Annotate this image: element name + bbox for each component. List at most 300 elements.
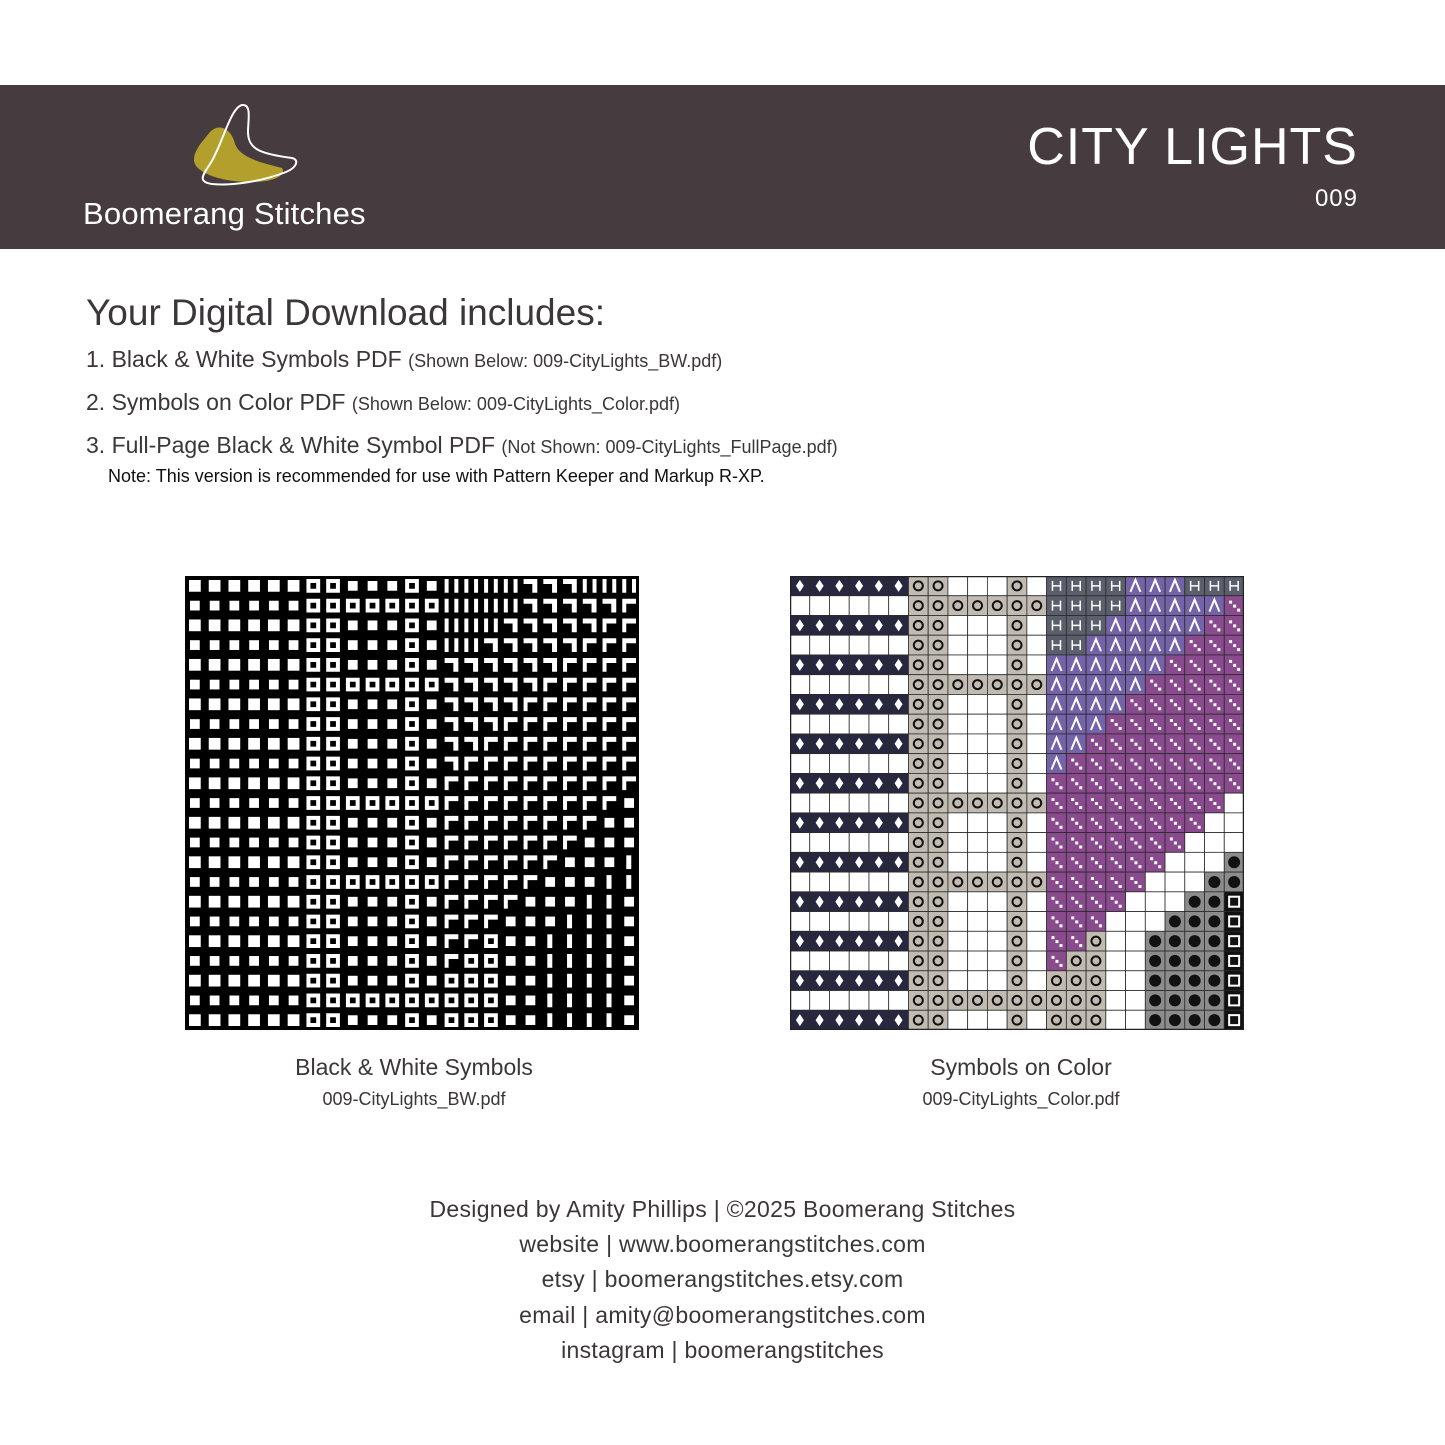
bw-symbol [506,1015,516,1025]
bw-symbol [289,956,299,966]
stitch-symbol [1149,955,1161,967]
stitch-cell [948,1010,968,1030]
bw-symbol [229,996,239,1006]
stitch-cell [1185,852,1205,872]
bw-symbol [624,818,634,828]
bw-symbol [387,936,397,946]
stitch-cell [790,754,810,774]
stitch-cell [810,714,830,734]
bw-symbol [190,798,200,808]
bw-symbol [209,777,221,789]
bw-symbol [387,581,397,591]
bw-symbol [249,719,259,729]
bw-symbol [368,660,378,670]
bw-symbol [288,1014,300,1026]
stitch-cell [1007,872,1027,892]
stitch-cell [829,912,849,932]
stitch-cell [948,951,968,971]
stitch-cell [987,714,1007,734]
stitch-cell [1007,892,1027,912]
bw-symbol [348,897,358,907]
bw-symbol [228,777,240,789]
stitch-cell [908,833,928,853]
bw-symbol [288,896,300,908]
bw-symbol [269,798,279,808]
bw-symbol [624,838,634,848]
bw-symbol [209,896,221,908]
stitch-cell [889,754,909,774]
bw-symbol [607,875,612,889]
stitch-cell [1066,991,1086,1011]
bw-symbol [387,739,397,749]
stitch-cell [948,892,968,912]
stitch-cell [987,615,1007,635]
bw-symbol [387,719,397,729]
bw-symbol [269,956,279,966]
stitch-cell [908,1010,928,1030]
stitch-cell [987,872,1007,892]
stitch-cell [1027,852,1047,872]
stitch-cell [849,912,869,932]
bw-symbol [607,934,612,948]
stitch-cell [968,615,988,635]
stitch-cell [869,635,889,655]
bw-symbol [526,956,536,966]
stitch-cell [908,892,928,912]
stitch-cell [810,675,830,695]
stitch-cell [1027,596,1047,616]
bw-symbol [190,996,200,1006]
stitch-cell [948,773,968,793]
stitch-cell [1224,971,1244,991]
bw-symbol [607,974,612,988]
bw-symbol [348,699,358,709]
bw-symbol [565,877,575,887]
stitch-cell [1047,991,1067,1011]
footer-etsy[interactable]: etsy | boomerangstitches.etsy.com [541,1266,904,1292]
stitch-cell [849,714,869,734]
stitch-cell [987,694,1007,714]
stitch-cell [908,793,928,813]
download-item-detail: (Shown Below: 009-CityLights_BW.pdf) [408,351,723,371]
stitch-cell [869,912,889,932]
stitch-cell [948,675,968,695]
stitch-cell [1224,951,1244,971]
stitch-cell [928,576,948,596]
stitch-cell [908,655,928,675]
stitch-cell [1007,714,1027,734]
stitch-cell [1007,734,1027,754]
stitch-cell [968,892,988,912]
bw-symbol [605,838,615,848]
bw-symbol [427,699,437,709]
bw-symbol [387,917,397,927]
bw-symbol [289,719,299,729]
stitch-cell [928,813,948,833]
stitch-cell [968,576,988,596]
stitch-cell [849,951,869,971]
stitch-cell [908,951,928,971]
bw-symbol [288,817,300,829]
bw-symbol [368,620,378,630]
bw-symbol [229,798,239,808]
bw-symbol [348,719,358,729]
stitch-cell [1185,872,1205,892]
stitch-cell [968,912,988,932]
bw-symbol [585,838,595,848]
footer-website[interactable]: website | www.boomerangstitches.com [519,1231,926,1257]
bw-symbol [427,897,437,907]
bw-symbol [268,777,280,789]
bw-symbol [607,1013,612,1027]
bw-symbol [249,680,259,690]
bw-symbol [427,838,437,848]
stitch-cell [1106,1010,1126,1030]
bw-symbol [210,917,220,927]
bw-symbol [209,580,221,592]
stitch-cell [849,991,869,1011]
stitch-symbol [1208,876,1220,888]
bw-symbol [348,917,358,927]
bw-symbol [348,838,358,848]
stitch-cell [869,872,889,892]
bw-symbol [368,759,378,769]
bw-symbol [249,640,259,650]
stitch-cell [928,793,948,813]
stitch-cell [1126,1010,1146,1030]
bw-symbol [228,580,240,592]
bw-symbol [248,659,260,671]
bw-symbol [268,896,280,908]
stitch-cell [987,833,1007,853]
color-chart-grid [790,576,1244,1030]
bw-symbol [288,738,300,750]
stitch-symbol [1149,1014,1161,1026]
bw-symbol [190,640,200,650]
stitch-cell [810,754,830,774]
stitch-cell [1027,833,1047,853]
bw-symbol [368,818,378,828]
color-preview-file: 009-CityLights_Color.pdf [922,1089,1120,1109]
stitch-cell [1007,615,1027,635]
bw-symbol [427,739,437,749]
stitch-cell [948,655,968,675]
bw-symbol [587,954,592,968]
bw-chart-preview [185,576,639,1030]
stitch-symbol [1208,994,1220,1006]
bw-symbol [249,838,259,848]
stitch-cell [948,635,968,655]
stitch-symbol [1169,935,1181,947]
bw-symbol [189,698,201,710]
bw-symbol [228,619,240,631]
stitch-cell [1106,931,1126,951]
bw-symbol [368,936,378,946]
stitch-cell [1145,892,1165,912]
bw-symbol [368,956,378,966]
stitch-symbol [1149,975,1161,987]
stitch-cell [948,991,968,1011]
stitch-cell [810,951,830,971]
bw-symbol [624,956,634,966]
stitch-cell [968,793,988,813]
stitch-cell [928,951,948,971]
stitch-cell [928,912,948,932]
bw-symbol [190,719,200,729]
stitch-symbol [1169,994,1181,1006]
stitch-cell [1007,991,1027,1011]
stitch-cell [968,734,988,754]
stitch-cell [1007,852,1027,872]
stitch-cell [968,714,988,734]
stitch-cell [928,714,948,734]
stitch-cell [869,793,889,813]
bw-symbol [624,976,634,986]
bw-symbol [624,917,634,927]
bw-symbol [209,659,221,671]
stitch-cell [1224,912,1244,932]
bw-symbol [249,877,259,887]
bw-symbol [248,777,260,789]
download-item-detail: (Not Shown: 009-CityLights_FullPage.pdf) [501,437,838,457]
stitch-cell [968,635,988,655]
bw-symbol [190,838,200,848]
bw-symbol [368,976,378,986]
stitch-cell [849,675,869,695]
stitch-cell [1047,971,1067,991]
bw-symbol [248,1014,260,1026]
bw-symbol [626,875,631,889]
stitch-cell [928,635,948,655]
bw-symbol [228,659,240,671]
bw-symbol [545,917,555,927]
stitch-cell [948,931,968,951]
stitch-cell [849,833,869,853]
stitch-symbol [1228,876,1240,888]
bw-symbol [526,917,536,927]
bw-symbol [624,897,634,907]
bw-symbol [387,838,397,848]
stitch-cell [1027,1010,1047,1030]
stitch-cell [810,912,830,932]
bw-symbol [368,1015,378,1025]
stitch-cell [1027,793,1047,813]
bw-symbol [368,857,378,867]
stitch-cell [1027,655,1047,675]
bw-symbol [249,601,259,611]
stitch-cell [1007,813,1027,833]
stitch-cell [948,833,968,853]
bw-symbol [190,956,200,966]
bw-symbol [209,935,221,947]
stitch-cell [928,596,948,616]
stitch-cell [948,793,968,813]
stitch-cell [1007,694,1027,714]
stitch-cell [987,892,1007,912]
bw-symbol [567,934,572,948]
bw-symbol [209,1014,221,1026]
stitch-cell [908,991,928,1011]
stitch-cell [829,793,849,813]
stitch-cell [790,793,810,813]
stitch-cell [1086,971,1106,991]
stitch-cell [829,872,849,892]
stitch-cell [1027,773,1047,793]
stitch-cell [849,596,869,616]
stitch-cell [908,714,928,734]
stitch-cell [1027,754,1047,774]
bw-symbol [547,994,552,1008]
bw-symbol [587,974,592,988]
stitch-symbol [1169,975,1181,987]
bw-symbol [268,698,280,710]
stitch-cell [968,754,988,774]
stitch-cell [849,793,869,813]
footer-email[interactable]: email | amity@boomerangstitches.com [519,1302,926,1328]
stitch-symbol [1189,975,1201,987]
stitch-cell [928,1010,948,1030]
bw-symbol [387,857,397,867]
stitch-cell [869,833,889,853]
stitch-symbol [1208,975,1220,987]
bw-symbol [567,994,572,1008]
bw-symbol [565,857,575,867]
bw-symbol [229,956,239,966]
stitch-cell [928,991,948,1011]
stitch-cell [1007,1010,1027,1030]
stitch-cell [948,694,968,714]
bw-symbol [368,699,378,709]
stitch-cell [987,931,1007,951]
bw-symbol [545,897,555,907]
bw-symbol [348,739,358,749]
stitch-cell [1007,596,1027,616]
stitch-cell [1224,931,1244,951]
bw-symbol [249,759,259,769]
bw-symbol [268,975,280,987]
stitch-cell [829,991,849,1011]
stitch-cell [968,931,988,951]
bw-symbol [289,680,299,690]
stitch-cell [908,576,928,596]
stitch-cell [849,754,869,774]
stitch-cell [987,754,1007,774]
bw-symbol [248,817,260,829]
bw-symbol [605,857,615,867]
bw-symbol [249,798,259,808]
download-heading: Your Digital Download includes: [86,292,605,333]
bw-symbol [624,996,634,1006]
stitch-cell [1007,931,1027,951]
bw-symbol [248,619,260,631]
stitch-symbol [1189,1014,1201,1026]
boomerang-logo-icon [190,102,300,187]
bw-symbol [387,660,397,670]
bw-preview-file: 009-CityLights_BW.pdf [322,1089,506,1109]
stitch-cell [987,991,1007,1011]
stitch-cell [928,694,948,714]
stitch-cell [1106,971,1126,991]
bw-symbol [506,936,516,946]
stitch-cell [829,833,849,853]
stitch-cell [889,793,909,813]
bw-symbol [348,936,358,946]
bw-symbol [587,934,592,948]
bw-symbol [587,895,592,909]
bw-symbol [269,759,279,769]
bw-symbol [189,738,201,750]
bw-symbol [189,935,201,947]
bw-symbol [189,896,201,908]
bw-symbol [624,798,634,808]
bw-symbol [427,976,437,986]
bw-symbol [526,996,536,1006]
stitch-cell [1066,1010,1086,1030]
stitch-cell [889,912,909,932]
footer-designer: Designed by Amity Phillips | ©2025 Boomerang Stitches [429,1196,1016,1222]
stitch-cell [810,793,830,813]
stitch-cell [810,991,830,1011]
stitch-cell [908,734,928,754]
bw-symbol [190,759,200,769]
stitch-symbol [1189,955,1201,967]
bw-symbol [268,619,280,631]
bw-symbol [526,936,536,946]
stitch-cell [928,931,948,951]
bw-symbol [526,976,536,986]
bw-symbol [268,817,280,829]
bw-symbol [427,778,437,788]
stitch-cell [1205,852,1225,872]
stitch-cell [948,615,968,635]
stitch-cell [889,833,909,853]
bw-symbol [506,956,516,966]
bw-symbol [249,956,259,966]
bw-symbol [387,1015,397,1025]
stitch-cell [829,675,849,695]
stitch-cell [829,596,849,616]
stitch-cell [889,714,909,734]
bw-symbol [368,739,378,749]
stitch-cell [790,912,810,932]
stitch-cell [968,813,988,833]
bw-symbol [209,698,221,710]
bw-symbol [288,580,300,592]
bw-symbol [289,838,299,848]
bw-symbol [289,640,299,650]
bw-symbol [189,817,201,829]
bw-symbol [288,856,300,868]
stitch-cell [968,951,988,971]
bw-symbol [368,917,378,927]
bw-symbol [547,974,552,988]
bw-symbol [248,738,260,750]
bw-symbol [190,601,200,611]
stitch-cell [889,635,909,655]
stitch-cell [968,872,988,892]
bw-symbol [210,996,220,1006]
download-item-fullpage [86,432,838,459]
stitch-cell [928,675,948,695]
download-item-color [86,389,680,416]
footer-instagram[interactable]: instagram | boomerangstitches [561,1337,884,1363]
stitch-cell [908,912,928,932]
bw-symbol [209,856,221,868]
stitch-cell [1007,912,1027,932]
stitch-cell [908,675,928,695]
stitch-cell [790,714,810,734]
download-item-bw [86,346,722,373]
